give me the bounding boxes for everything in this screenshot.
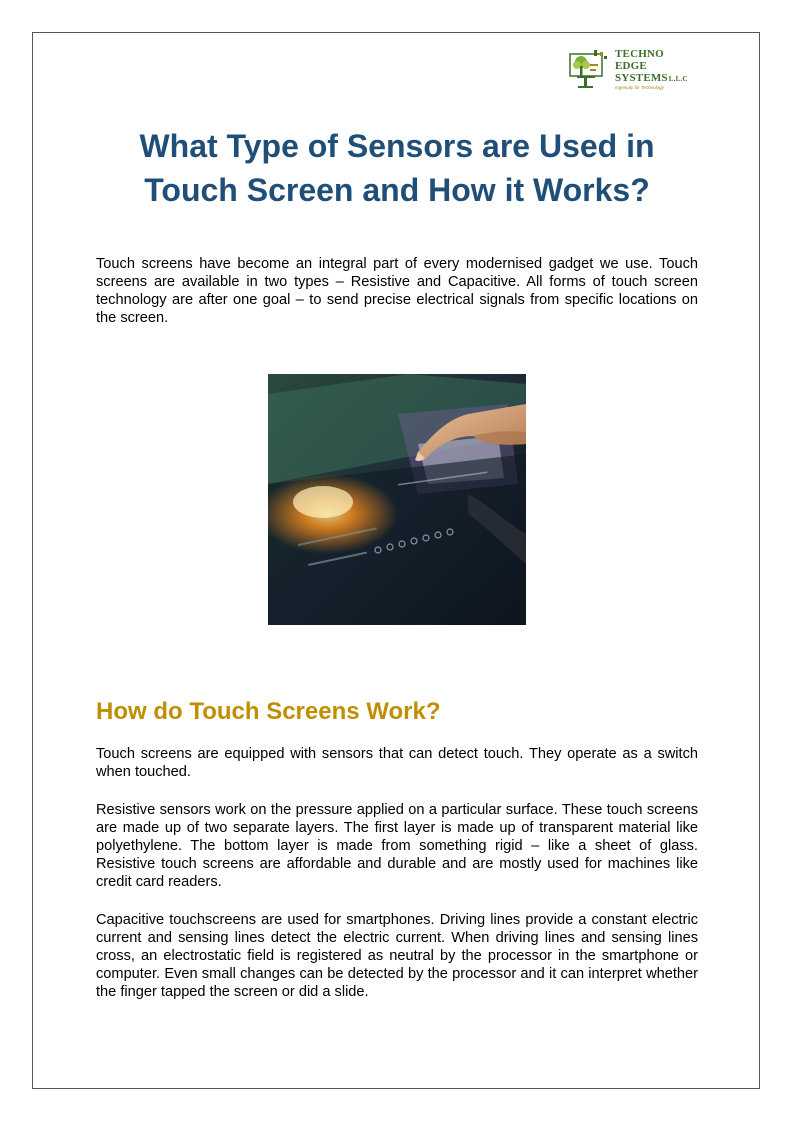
logo-tagline: Ingenuity for Technology	[615, 85, 664, 90]
logo-systems: SYSTEMS	[615, 72, 668, 84]
logo-llc: L.L.C	[668, 75, 688, 83]
circuit-tree-icon	[568, 50, 612, 90]
page-title: What Type of Sensors are Used in Touch Screen and How it Works?	[139, 128, 655, 208]
section-heading: How do Touch Screens Work?	[96, 698, 441, 725]
section-paragraph-2: Resistive sensors work on the pressure applied on a particular surface. These touch screens are made up of two separate layers. The first layer is made up of transparent material like polyethylene. The bottom layer is made from something rigid – like a sheet of glass. Resistive touch screens are affordable and durable and are mostly used for machines like credit card readers.	[96, 802, 698, 890]
section-paragraph-3: Capacitive touchscreens are used for smartphones. Driving lines provide a constant electric current and sensing lines detect the electric current. When driving lines and sensing lines cross, an electrostatic field is registered as neutral by the processor in the smartphone or computer. Even small changes can be detected by the processor and it can interpret whether the finger tapped the screen or did a slide.	[96, 912, 698, 1000]
logo-line-3	[615, 72, 688, 85]
section-paragraph-1: Touch screens are equipped with sensors that can detect touch. They operate as a switch when touched.	[96, 746, 698, 780]
logo-line-1: TECHNO	[615, 48, 664, 60]
touchscreen-photo-icon	[268, 374, 526, 625]
touchscreen-photo	[268, 374, 526, 625]
logo-line-2: EDGE	[615, 60, 647, 72]
company-logo	[568, 48, 698, 94]
intro-paragraph: Touch screens have become an integral part of every modernised gadget we use. Touch screens are available in two types – Resistive and Capacitive. All forms of touch screen technology are after one goal – to send precise electrical signals from specific locations on the screen.	[96, 256, 698, 326]
